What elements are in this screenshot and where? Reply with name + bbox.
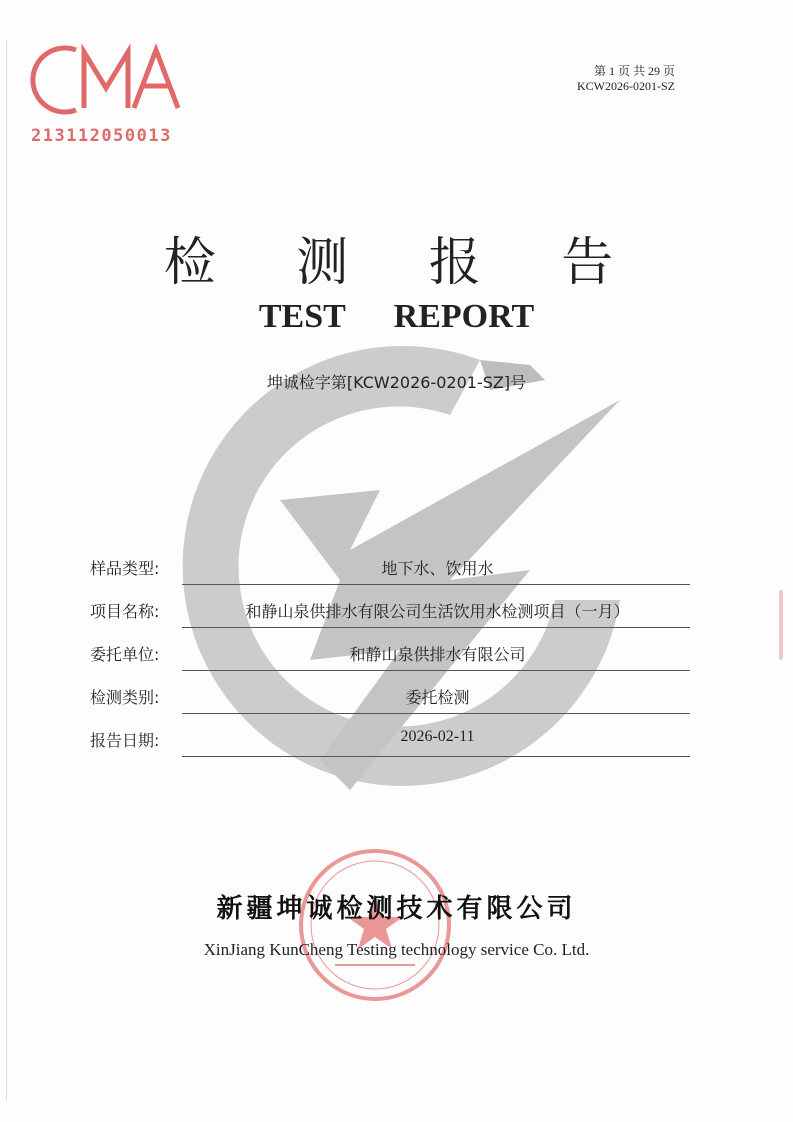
field-underline	[182, 756, 690, 757]
field-underline	[182, 670, 690, 671]
field-project-name	[90, 591, 690, 634]
report-code: KCW2026-0201-SZ	[577, 79, 675, 93]
field-report-date	[90, 720, 690, 763]
report-title-cn: 检 测 报 告	[163, 233, 646, 293]
report-title-en: TEST REPORT	[258, 298, 535, 335]
field-value: 和静山泉供排水有限公司	[349, 645, 526, 664]
field-value: 地下水、饮用水	[381, 559, 494, 578]
cma-certification-seal	[28, 38, 203, 158]
page-info	[577, 64, 675, 94]
cma-logo	[28, 38, 188, 123]
official-stamp	[295, 845, 455, 1005]
field-test-category	[90, 677, 690, 720]
company-name-cn: 新疆坤诚检测技术有限公司	[216, 894, 577, 924]
field-label: 委托单位:	[90, 645, 160, 664]
field-client	[90, 634, 690, 677]
page-count: 第 1 页 共 29 页	[593, 64, 675, 78]
report-number: 坤诚检字第[KCW2026-0201-SZ]号	[266, 373, 527, 392]
field-label: 样品类型:	[90, 559, 160, 578]
cma-certificate-number: 21311205001З	[31, 126, 172, 146]
company-name-en: XinJiang KunCheng Testing technology service Co. Ltd.	[203, 940, 590, 959]
field-underline	[182, 584, 690, 585]
report-fields	[90, 548, 690, 763]
field-label: 检测类别:	[90, 688, 160, 707]
field-sample-type	[90, 548, 690, 591]
field-underline	[182, 713, 690, 714]
field-label: 报告日期:	[90, 731, 160, 750]
field-label: 项目名称:	[90, 602, 160, 621]
field-underline	[182, 627, 690, 628]
field-value: 委托检测	[405, 688, 470, 707]
field-value: 和静山泉供排水有限公司生活饮用水检测项目（一月）	[245, 602, 630, 621]
scan-edge-right	[779, 590, 783, 660]
field-value: 2026-02-11	[400, 728, 475, 745]
